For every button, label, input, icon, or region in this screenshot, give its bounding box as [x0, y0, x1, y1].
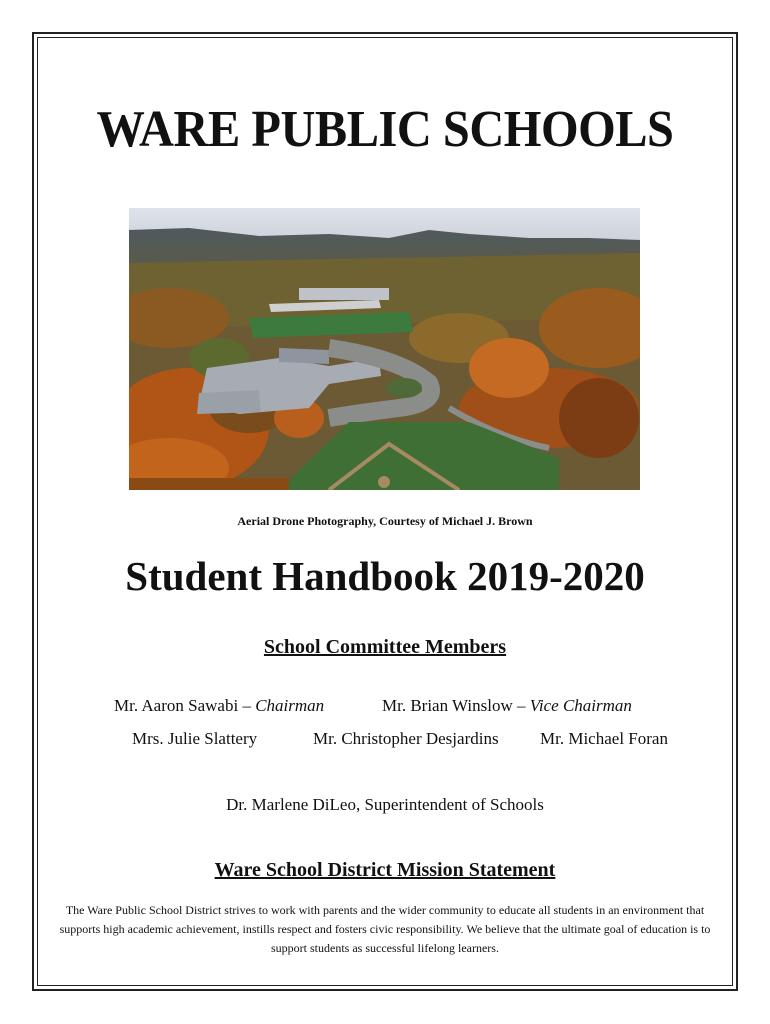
member-vice-chairman	[382, 696, 632, 716]
mission-heading: Ware School District Mission Statement	[214, 859, 556, 881]
member-role: Vice Chairman	[529, 696, 632, 715]
member-role: Chairman	[255, 696, 325, 715]
member-separator: –	[238, 696, 256, 715]
handbook-title: Student Handbook 2019-2020	[125, 553, 645, 599]
aerial-photo	[129, 208, 640, 490]
member-name: Mr. Aaron Sawabi	[114, 696, 239, 715]
photo-caption: Aerial Drone Photography, Courtesy of Michael J. Brown	[237, 514, 533, 528]
page-title: WARE PUBLIC SCHOOLS	[96, 101, 674, 158]
aerial-photo-illustration	[129, 208, 640, 490]
member-julie-slattery	[132, 729, 257, 749]
member-name: Mrs. Julie Slattery	[132, 729, 258, 748]
committee-heading: School Committee Members	[263, 636, 507, 658]
mission-statement: The Ware Public School District strives to work with parents and the wider community to educate all students in an environment that supports high academic achievement, instills respect and fosters civic responsibility. We believe that the ultimate goal of education is to support students as successful lifelong learners.	[59, 903, 711, 955]
member-christopher-desjardins	[313, 729, 499, 749]
member-separator: –	[512, 696, 530, 715]
superintendent-line: Dr. Marlene DiLeo, Superintendent of Schools	[226, 795, 544, 814]
member-michael-foran	[540, 729, 668, 749]
member-name: Mr. Michael Foran	[540, 729, 668, 748]
member-name: Mr. Brian Winslow	[382, 696, 513, 715]
member-name: Mr. Christopher Desjardins	[313, 729, 499, 748]
member-chairman	[114, 696, 324, 716]
page-border-inner	[37, 37, 733, 986]
